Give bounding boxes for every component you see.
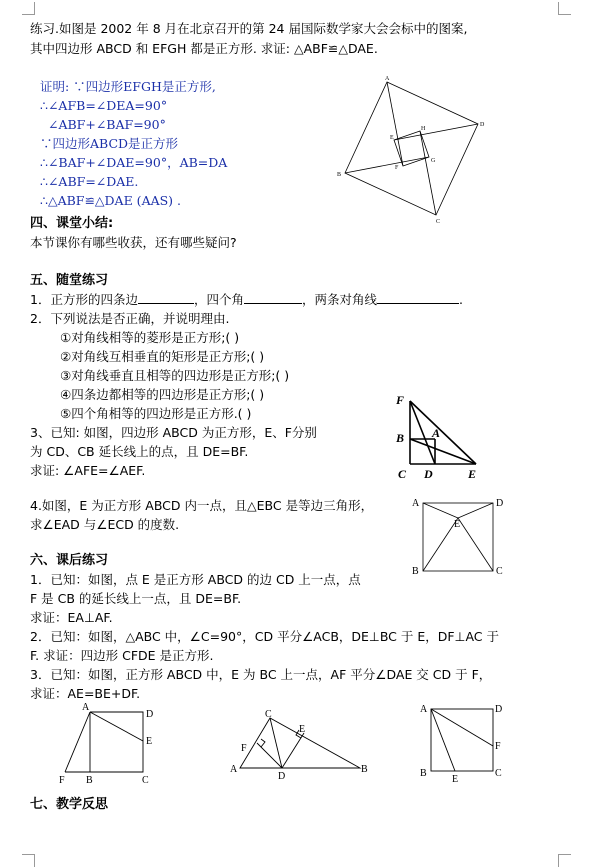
fig6-label-c: C	[495, 768, 502, 779]
fig5-label-e: E	[299, 724, 306, 735]
fig3-label-d: D	[496, 498, 504, 509]
fig5-label-c: C	[265, 709, 272, 720]
fig3-label-b: B	[412, 566, 419, 577]
proof-line-3: ∠ABF+∠BAF=90°	[48, 117, 166, 132]
fig1-label-h: H	[421, 126, 426, 132]
q1-fill-blanks	[30, 291, 463, 309]
fig1-label-f: F	[395, 165, 399, 171]
fig1-label-b: B	[337, 172, 342, 178]
q2-item-1: ①对角线相等的菱形是正方形;( )	[60, 330, 240, 345]
q2-item-2: ②对角线互相垂直的矩形是正方形;( )	[60, 349, 265, 364]
p3-line-2: 求证：AE=BE+DF.	[30, 686, 141, 701]
p3-line-1: 3．已知：如图，正方形 ABCD 中，E 为 BC 上一点，AF 平分∠DAE 交 CD 于 F，	[30, 667, 492, 682]
fig1-label-e: E	[390, 135, 394, 141]
fig3-label-a: A	[412, 498, 420, 509]
p1-line-2: F 是 CB 的延长线上一点，且 DE=BF.	[30, 591, 242, 606]
q1-part-a: 1．正方形的四条边	[30, 292, 138, 307]
figure-pinwheel-squares	[335, 72, 485, 225]
fig3-label-c: C	[496, 566, 503, 577]
fig5-label-a: A	[230, 764, 238, 775]
figure-square-equilateral	[408, 494, 508, 580]
section5-title: 五、随堂练习	[30, 273, 109, 288]
fig5-label-d: D	[278, 771, 286, 782]
fig2-label-d: D	[424, 467, 433, 481]
fig4-label-a: A	[82, 702, 90, 713]
q1-blank-angles[interactable]	[244, 291, 302, 304]
q4-line-1: 4.如图，E 为正方形 ABCD 内一点，且△EBC 是等边三角形，	[30, 498, 374, 513]
q2-text: 2．下列说法是否正确，并说明理由.	[30, 311, 230, 326]
figure-square-extension	[390, 392, 490, 484]
exercise-line-1: 练习.如图是 2002 年 8 月在北京召开的第 24 届国际数学家大会会标中的图案,	[30, 21, 468, 36]
proof-line-7: ∴△ABF≌△DAE (AAS) .	[40, 193, 182, 208]
section4-title: 四、课堂小结:	[30, 216, 114, 231]
p1-line-1: 1．已知：如图，点 E 是正方形 ABCD 的边 CD 上一点，点	[30, 572, 361, 587]
p2-line-1: 2．已知：如图，△ABC 中，∠C=90°，CD 平分∠ACB，DE⊥BC 于 E，DF⊥AC 于	[30, 629, 499, 644]
fig5-label-f: F	[241, 743, 247, 754]
fig1-label-g: G	[431, 158, 436, 164]
proof-line-6: ∴∠ABF=∠DAE.	[40, 174, 139, 189]
fig6-label-a: A	[420, 704, 428, 715]
corner-mark-bottom-left	[22, 854, 35, 867]
q2-item-5: ⑤四个角相等的四边形是正方形.( )	[60, 406, 252, 421]
proof-line-4: ∵四边形ABCD是正方形	[40, 136, 179, 151]
proof-line-2: ∴∠AFB=∠DEA=90°	[40, 98, 168, 113]
fig4-label-f: F	[59, 775, 65, 786]
q1-part-b: ，四个角	[193, 292, 244, 307]
corner-mark-top-right	[558, 2, 571, 15]
q1-blank-sides[interactable]	[138, 291, 194, 304]
section4-text: 本节课你有哪些收获，还有哪些疑问?	[30, 235, 237, 250]
q3-line-2: 为 CD、CB 延长线上的点，且 DE=BF.	[30, 444, 249, 459]
fig2-label-c: C	[398, 467, 407, 481]
q1-part-d: .	[459, 292, 463, 307]
fig3-label-e: E	[454, 519, 461, 530]
fig2-label-e: E	[468, 467, 477, 481]
q3-line-3: 求证: ∠AFE=∠AEF.	[30, 463, 146, 478]
figure-right-triangle-bisector	[228, 706, 373, 781]
fig4-label-c: C	[142, 775, 149, 786]
fig6-label-e: E	[452, 774, 459, 785]
q1-blank-diagonals[interactable]	[377, 291, 459, 304]
fig2-label-f: F	[396, 393, 405, 407]
proof-line-5: ∴∠BAF+∠DAE=90°，AB=DA	[40, 155, 228, 170]
fig1-label-d: D	[480, 122, 485, 128]
q3-line-1: 3、已知: 如图，四边形 ABCD 为正方形，E、F分别	[30, 425, 317, 440]
q4-line-2: 求∠EAD 与∠ECD 的度数.	[30, 517, 180, 532]
section7-title: 七、教学反思	[30, 797, 109, 812]
fig4-label-e: E	[146, 736, 153, 747]
q1-part-c: ，两条对角线	[301, 292, 377, 307]
q2-item-4: ④四条边都相等的四边形是正方形;( )	[60, 387, 265, 402]
fig1-label-c: C	[436, 219, 441, 225]
fig5-label-b: B	[361, 764, 368, 775]
fig1-label-a: A	[385, 76, 390, 82]
p1-line-3: 求证：EA⊥AF.	[30, 610, 113, 625]
fig6-label-d: D	[495, 704, 503, 715]
proof-line-1: 证明: ∵四边形EFGH是正方形,	[40, 79, 216, 94]
fig6-label-f: F	[495, 741, 501, 752]
figure-square-e-on-cd	[55, 700, 165, 785]
fig4-label-b: B	[86, 775, 93, 786]
q2-item-3: ③对角线垂直且相等的四边形是正方形;( )	[60, 368, 290, 383]
corner-mark-bottom-right	[558, 854, 571, 867]
fig4-label-d: D	[146, 709, 154, 720]
corner-mark-top-left	[22, 2, 35, 15]
figure-square-angle-bisector	[415, 700, 510, 785]
p2-line-2: F. 求证：四边形 CFDE 是正方形.	[30, 648, 214, 663]
fig2-label-a: A	[432, 426, 441, 440]
fig2-label-b: B	[396, 431, 405, 445]
fig6-label-b: B	[420, 768, 427, 779]
section6-title: 六、课后练习	[30, 553, 109, 568]
exercise-line-2: 其中四边形 ABCD 和 EFGH 都是正方形. 求证: △ABF≌△DAE.	[30, 41, 378, 56]
